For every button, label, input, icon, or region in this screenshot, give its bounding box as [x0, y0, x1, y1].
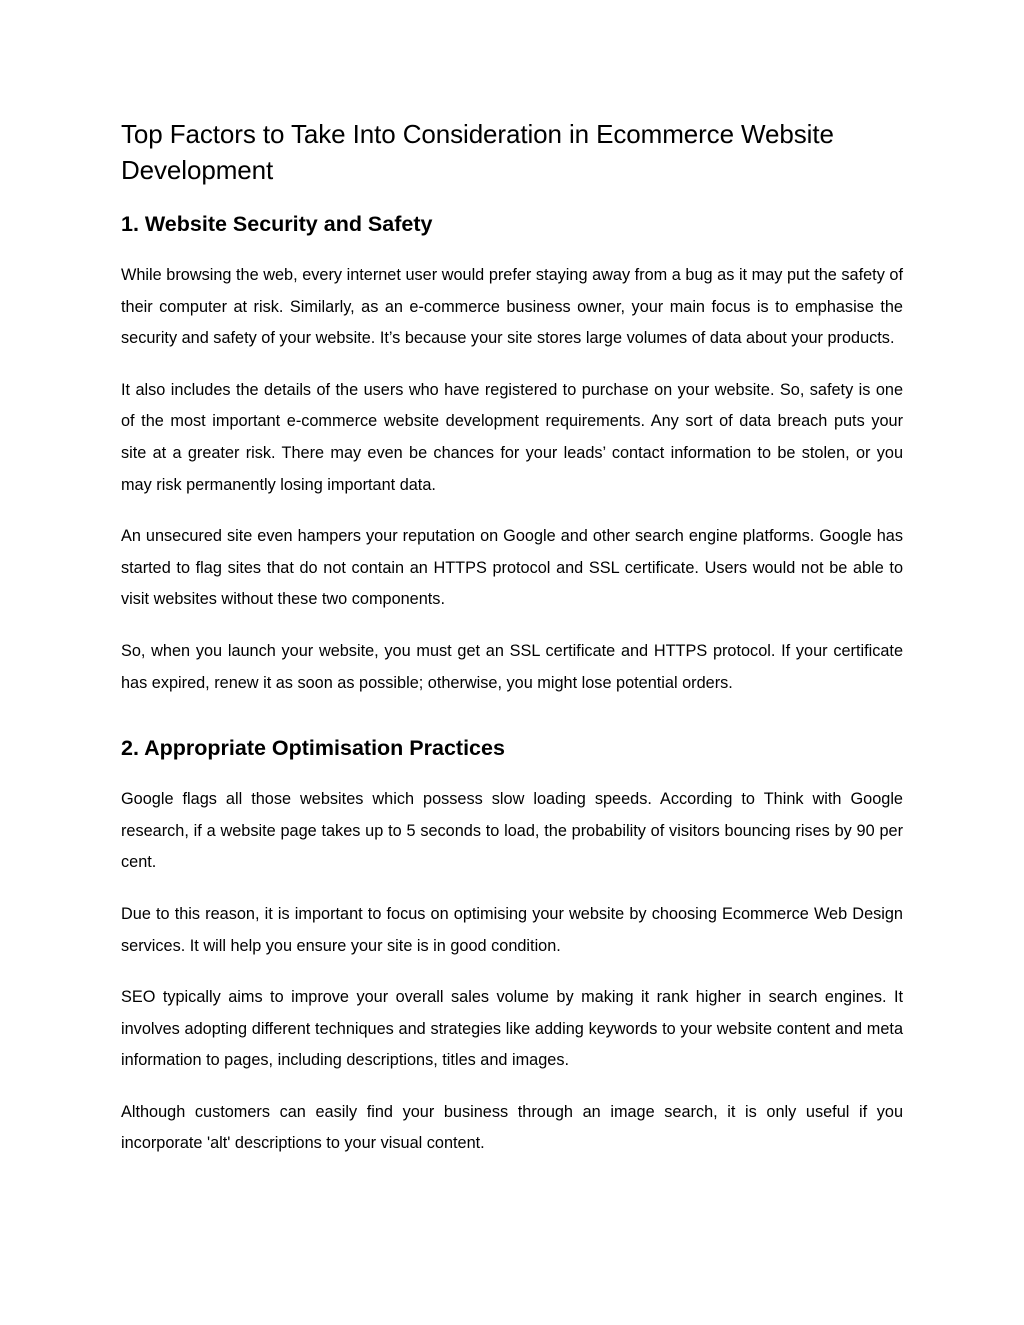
section-website-security: [121, 209, 903, 699]
paragraph: Although customers can easily find your business through an image search, it is only useful if you incorporate 'alt' descriptions to your visual content.: [121, 1102, 903, 1153]
paragraph: It also includes the details of the users who have registered to purchase on your website. So, safety is one of the most important e-commerce website development requirements. Any sort of data breach puts your site at a greater risk. There may even be chances for your leads’ contact information to be stolen, or you may risk permanently losing important data.: [121, 380, 903, 494]
paragraph: Due to this reason, it is important to focus on optimising your website by choosing Ecommerce Web Design services. It will help you ensure your site is in good condition.: [121, 904, 903, 955]
paragraph: SEO typically aims to improve your overall sales volume by making it rank higher in search engines. It involves adopting different techniques and strategies like adding keywords to your website content and meta information to pages, including descriptions, titles and images.: [121, 988, 903, 1070]
paragraph: So, when you launch your website, you must get an SSL certificate and HTTPS protocol. If your certificate has expired, renew it as soon as possible; otherwise, you might lose potential orders.: [121, 641, 903, 692]
document-page: [121, 116, 903, 1180]
section-heading: 1. Website Security and Safety: [121, 212, 433, 236]
paragraph: An unsecured site even hampers your reputation on Google and other search engine platforms. Google has started to flag sites that do not contain an HTTPS protocol and SSL certificate. Users would not be able to visit websites without these two components.: [121, 527, 903, 609]
document-title: Top Factors to Take Into Consideration in Ecommerce Website Development: [121, 119, 834, 185]
section-optimisation-practices: [121, 733, 903, 1160]
section-heading: 2. Appropriate Optimisation Practices: [121, 736, 505, 761]
paragraph: Google flags all those websites which possess slow loading speeds. According to Think with Google research, if a website page takes up to 5 seconds to load, the probability of visitors bouncing rises by 90 per cent.: [121, 790, 903, 872]
paragraph: While browsing the web, every internet user would prefer staying away from a bug as it may put the safety of their computer at risk. Similarly, as an e-commerce business owner, your main focus is to emphasise the security and safety of your website. It’s because your site stores large volumes of data about your products.: [121, 266, 903, 348]
